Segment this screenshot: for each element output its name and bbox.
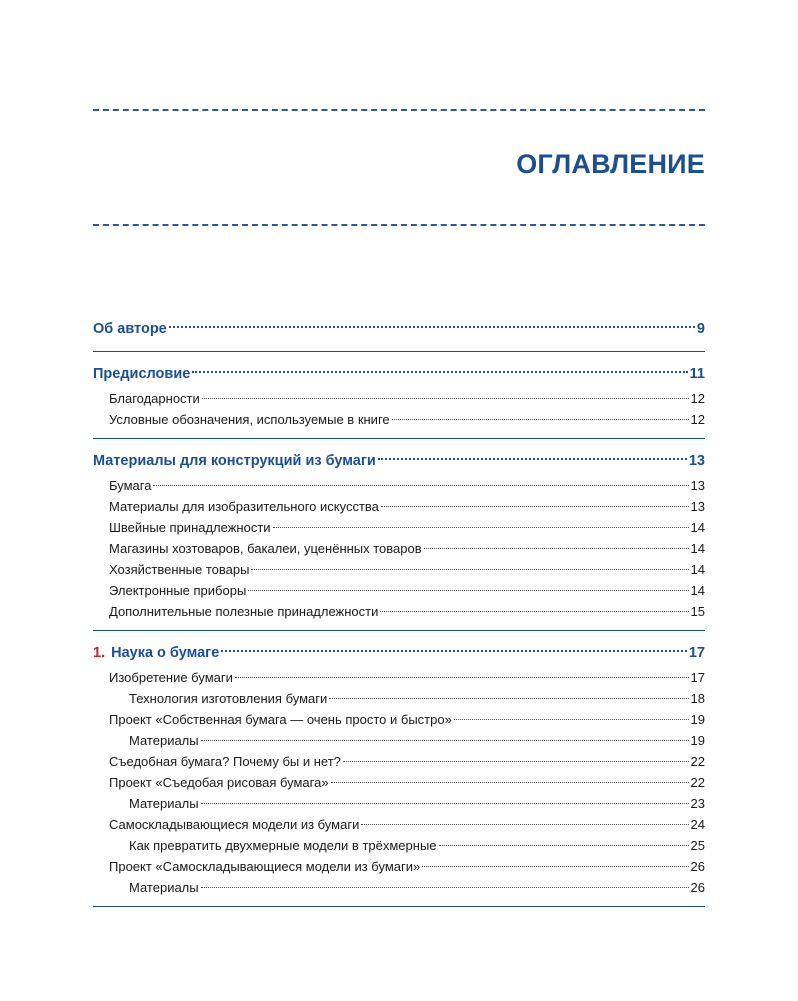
page-title: ОГЛАВЛЕНИЕ	[516, 149, 705, 179]
page-number: 13	[690, 499, 705, 514]
toc-section	[93, 316, 705, 352]
page-number: 18	[690, 691, 705, 706]
entry-title: Условные обозначения, используемые в книге	[109, 412, 390, 427]
entry-title: Материалы	[129, 796, 199, 811]
page-number: 17	[690, 670, 705, 685]
dot-leader	[422, 866, 688, 867]
dot-leader	[392, 419, 689, 420]
chapter-title: Предисловие	[93, 366, 191, 382]
page-number: 12	[690, 391, 705, 406]
page-number: 23	[690, 796, 705, 811]
toc-section	[93, 448, 705, 631]
toc-entry[interactable]	[93, 517, 705, 538]
page-number: 19	[690, 712, 705, 727]
entry-title: Благодарности	[109, 391, 200, 406]
toc-section	[93, 640, 705, 907]
toc-entry[interactable]	[93, 856, 705, 877]
dot-leader	[192, 371, 687, 373]
page-number: 12	[690, 412, 705, 427]
toc-entry[interactable]	[93, 772, 705, 793]
dot-leader	[202, 398, 689, 399]
page-number: 13	[690, 478, 705, 493]
toc-entry[interactable]	[93, 475, 705, 496]
entry-title: Самоскладывающиеся модели из бумаги	[109, 817, 360, 832]
toc-entry[interactable]	[93, 580, 705, 601]
entry-title: Магазины хозтоваров, бакалеи, уценённых товаров	[109, 541, 422, 556]
entry-title: Материалы	[129, 880, 199, 895]
page-number: 14	[690, 583, 705, 598]
toc-chapter-entry[interactable]	[93, 361, 705, 388]
dot-leader	[169, 326, 695, 328]
toc-chapter-entry[interactable]	[93, 640, 705, 667]
toc-entry[interactable]	[93, 559, 705, 580]
page-number: 25	[690, 838, 705, 853]
dot-leader	[221, 650, 687, 652]
dot-leader	[381, 506, 689, 507]
bottom-dashed-rule	[93, 224, 705, 226]
top-dashed-rule	[93, 109, 705, 111]
toc-entry[interactable]	[93, 793, 705, 814]
toc-section	[93, 361, 705, 439]
dot-leader	[251, 569, 688, 570]
chapter-title: Материалы для конструкций из бумаги	[93, 453, 376, 469]
entry-title: Бумага	[109, 478, 152, 493]
toc-entry[interactable]	[93, 835, 705, 856]
dot-leader	[331, 782, 689, 783]
dot-leader	[329, 698, 688, 699]
dot-leader	[378, 458, 687, 460]
chapter-title: Об авторе	[93, 321, 167, 337]
toc-chapter-entry[interactable]	[93, 316, 705, 343]
page-number: 14	[690, 520, 705, 535]
page-number: 22	[690, 775, 705, 790]
dot-leader	[380, 611, 688, 612]
dot-leader	[201, 887, 689, 888]
toc-entry[interactable]	[93, 688, 705, 709]
page-number: 19	[690, 733, 705, 748]
toc-entry[interactable]	[93, 751, 705, 772]
dot-leader	[454, 719, 689, 720]
page-number: 22	[690, 754, 705, 769]
entry-title: Как превратить двухмерные модели в трёхмерные	[129, 838, 437, 853]
entry-title: Материалы для изобразительного искусства	[109, 499, 379, 514]
toc-entry[interactable]	[93, 667, 705, 688]
page-number: 26	[690, 880, 705, 895]
entry-title: Проект «Собственная бумага — очень просто и быстро»	[109, 712, 452, 727]
chapter-number: 1.	[93, 645, 106, 661]
dot-leader	[424, 548, 689, 549]
toc-entry[interactable]	[93, 496, 705, 517]
page-number: 13	[688, 453, 705, 469]
entry-title: Хозяйственные товары	[109, 562, 250, 577]
dot-leader	[235, 677, 689, 678]
dot-leader	[361, 824, 688, 825]
page-number: 11	[689, 366, 705, 382]
toc-entry[interactable]	[93, 709, 705, 730]
page-number: 17	[688, 645, 705, 661]
toc-entry[interactable]	[93, 388, 705, 409]
toc-entry[interactable]	[93, 814, 705, 835]
toc-entry[interactable]	[93, 409, 705, 430]
page-number: 15	[690, 604, 705, 619]
page-number: 14	[690, 562, 705, 577]
dot-leader	[343, 761, 689, 762]
page-number: 26	[690, 859, 705, 874]
entry-title: Дополнительные полезные принадлежности	[109, 604, 379, 619]
table-of-contents	[93, 316, 705, 916]
dot-leader	[201, 803, 689, 804]
toc-entry[interactable]	[93, 601, 705, 622]
entry-title: Материалы	[129, 733, 199, 748]
page-number: 14	[690, 541, 705, 556]
chapter-title: Наука о бумаге	[111, 645, 220, 661]
entry-title: Проект «Самоскладывающиеся модели из бумаги»	[109, 859, 421, 874]
toc-entry[interactable]	[93, 538, 705, 559]
entry-title: Швейные принадлежности	[109, 520, 271, 535]
dot-leader	[273, 527, 689, 528]
page-number: 9	[696, 321, 705, 337]
entry-title: Съедобная бумага? Почему бы и нет?	[109, 754, 341, 769]
entry-title: Изобретение бумаги	[109, 670, 233, 685]
toc-entry[interactable]	[93, 730, 705, 751]
dot-leader	[248, 590, 688, 591]
entry-title: Технология изготовления бумаги	[129, 691, 328, 706]
entry-title: Электронные приборы	[109, 583, 247, 598]
dot-leader	[153, 485, 688, 486]
dot-leader	[201, 740, 689, 741]
entry-title: Проект «Съедобая рисовая бумага»	[109, 775, 329, 790]
toc-chapter-entry[interactable]	[93, 448, 705, 475]
dot-leader	[439, 845, 689, 846]
toc-entry[interactable]	[93, 877, 705, 898]
page-number: 24	[690, 817, 705, 832]
